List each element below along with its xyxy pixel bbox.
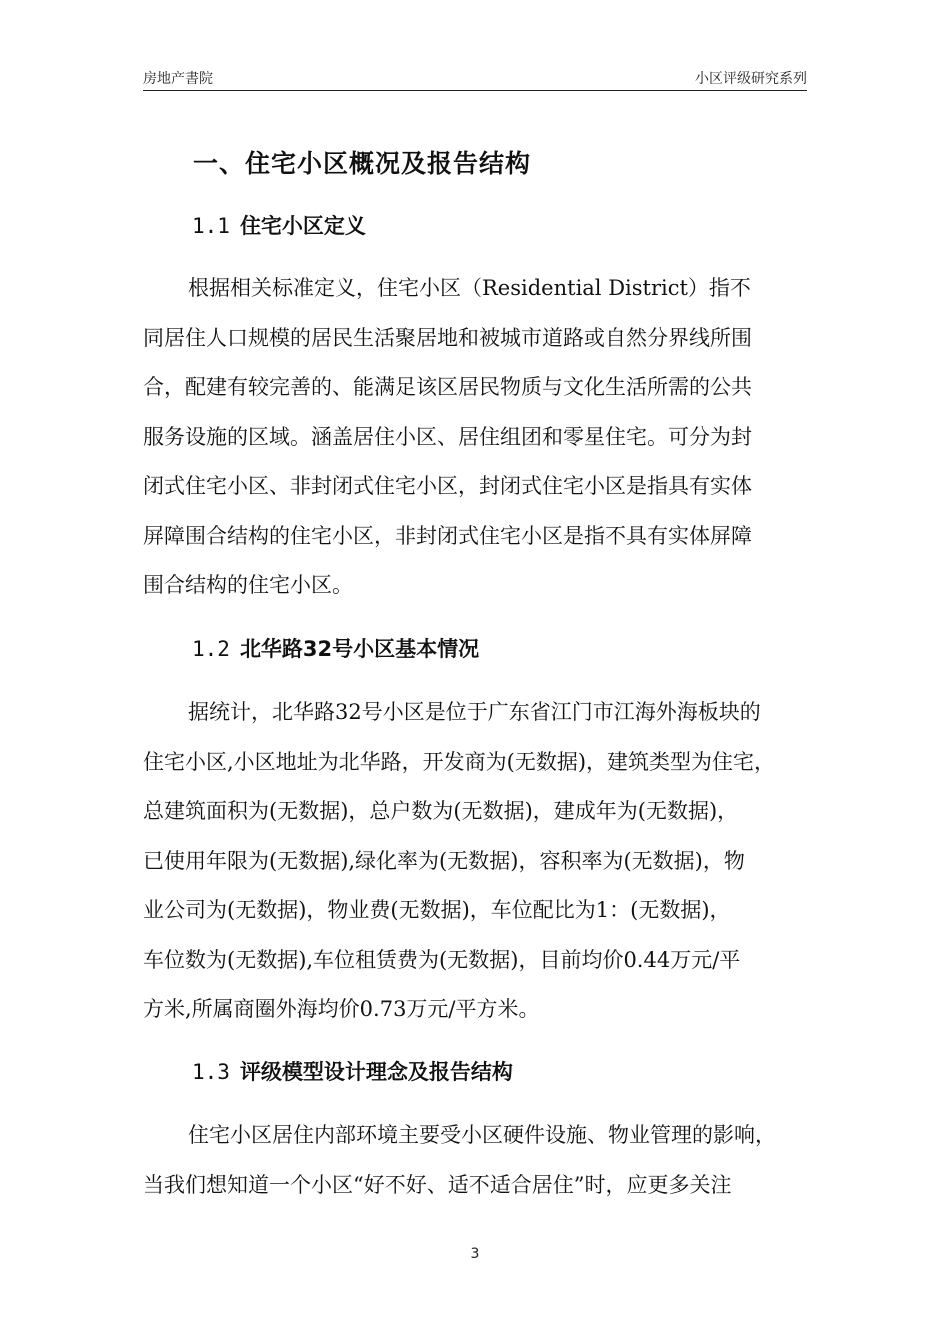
- section-title: 住宅小区定义: [239, 214, 366, 238]
- paragraph-line: 服务设施的区域。涵盖居住小区、居住组团和零星住宅。可分为封: [143, 424, 752, 449]
- paragraph-line: 屏障围合结构的住宅小区，非封闭式住宅小区是指不具有实体屏障: [143, 523, 752, 548]
- section-paragraph: [143, 1111, 815, 1210]
- chapter-title: 一、住宅小区概况及报告结构: [193, 149, 532, 178]
- paragraph-line: 当我们想知道一个小区“好不好、适不适合居住”时，应更多关注: [143, 1172, 732, 1197]
- section-title: 北华路32号小区基本情况: [239, 637, 480, 661]
- paragraph-line: 围合结构的住宅小区。: [143, 573, 353, 597]
- section-heading: [192, 1057, 513, 1087]
- paragraph-line: 根据相关标准定义，住宅小区（Residential District）指不: [188, 276, 751, 300]
- section-paragraph: [143, 264, 815, 611]
- paragraph-line: 已使用年限为(无数据),绿化率为(无数据)，容积率为(无数据)，物: [143, 848, 745, 873]
- paragraph-line: 据统计，北华路32号小区是位于广东省江门市江海外海板块的: [188, 700, 761, 724]
- paragraph-line: 合，配建有较完善的、能满足该区居民物质与文化生活所需的公共: [143, 375, 752, 399]
- section-heading: [192, 211, 366, 241]
- header-publisher: 房地产書院: [143, 71, 213, 87]
- paragraph-line: 方米,所属商圈外海均价0.73万元/平方米。: [143, 997, 540, 1021]
- header-series-title: 小区评级研究系列: [695, 71, 807, 87]
- page-header: [143, 68, 807, 88]
- section-heading: [192, 634, 479, 664]
- section-number: 1.3: [192, 1060, 230, 1084]
- paragraph-line: 住宅小区居住内部环境主要受小区硬件设施、物业管理的影响，: [188, 1123, 776, 1147]
- section-number: 1.2: [192, 637, 230, 661]
- paragraph-line: 业公司为(无数据)，物业费(无数据)，车位配比为1：(无数据)，: [143, 898, 731, 922]
- page-number: 3: [470, 1246, 480, 1262]
- header-divider: [143, 90, 807, 91]
- paragraph-line: 总建筑面积为(无数据)，总户数为(无数据)，建成年为(无数据)，: [143, 799, 739, 823]
- section-title: 评级模型设计理念及报告结构: [239, 1060, 513, 1084]
- paragraph-line: 闭式住宅小区、非封闭式住宅小区，封闭式住宅小区是指具有实体: [143, 474, 752, 498]
- paragraph-line: 同居住人口规模的居民生活聚居地和被城市道路或自然分界线所围: [143, 325, 752, 350]
- section-number: 1.1: [192, 214, 230, 238]
- section-paragraph: [143, 688, 815, 1035]
- paragraph-line: 住宅小区,小区地址为北华路，开发商为(无数据)，建筑类型为住宅，: [143, 749, 776, 774]
- paragraph-line: 车位数为(无数据),车位租赁费为(无数据)，目前均价0.44万元/平: [143, 947, 741, 972]
